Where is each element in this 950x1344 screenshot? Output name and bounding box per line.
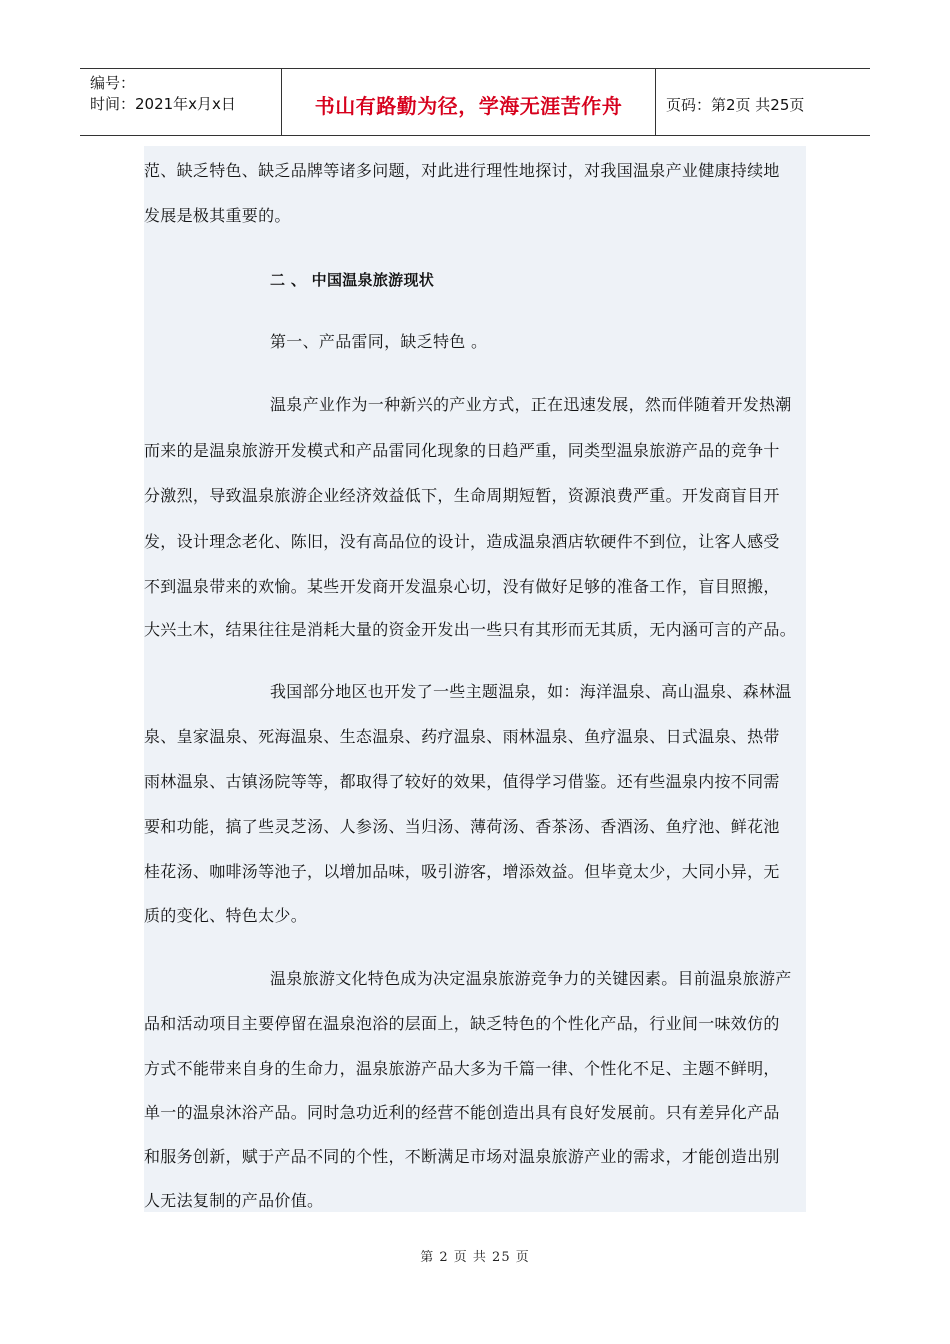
paragraph-line: 温泉产业作为一种新兴的产业方式，正在迅速发展，然而伴随着开发热潮 xyxy=(270,395,792,414)
document-time-label: 时间：2021年x月x日 xyxy=(90,95,236,113)
header-motto: 书山有路勤为径，学海无涯苦作舟 xyxy=(282,69,656,135)
document-number-label: 编号： xyxy=(90,74,136,92)
section-heading: 二 、 中国温泉旅游现状 xyxy=(270,271,435,289)
subsection-heading: 第一、产品雷同，缺乏特色 。 xyxy=(270,332,488,351)
paragraph-line: 和服务创新，赋于产品不同的个性，不断满足市场对温泉旅游产业的需求，才能创造出别 xyxy=(144,1147,780,1166)
header-meta xyxy=(80,69,282,135)
paragraph-line: 分激烈，导致温泉旅游企业经济效益低下，生命周期短暂，资源浪费严重。开发商盲目开 xyxy=(144,486,780,505)
paragraph-line: 质的变化、特色太少。 xyxy=(144,906,308,925)
paragraph-line: 大兴土木，结果往往是消耗大量的资金开发出一些只有其形而无其质，无内涵可言的产品。 xyxy=(144,620,797,639)
paragraph-line: 温泉旅游文化特色成为决定温泉旅游竞争力的关键因素。目前温泉旅游产 xyxy=(270,969,792,988)
paragraph-line: 而来的是温泉旅游开发模式和产品雷同化现象的日趋严重，同类型温泉旅游产品的竞争十 xyxy=(144,441,780,460)
paragraph-line: 雨林温泉、古镇汤院等等，都取得了较好的效果，值得学习借鉴。还有些温泉内按不同需 xyxy=(144,772,780,791)
header-page-info: 页码：第2页 共25页 xyxy=(666,95,805,114)
paragraph-line: 人无法复制的产品价值。 xyxy=(144,1191,324,1210)
paragraph-line: 我国部分地区也开发了一些主题温泉，如：海洋温泉、高山温泉、森林温 xyxy=(270,682,792,701)
paragraph-line: 要和功能，搞了些灵芝汤、人参汤、当归汤、薄荷汤、香茶汤、香酒汤、鱼疗池、鲜花池 xyxy=(144,817,780,836)
document-body xyxy=(144,146,806,1212)
paragraph-line: 方式不能带来自身的生命力，温泉旅游产品大多为千篇一律、个性化不足、主题不鲜明， xyxy=(144,1059,780,1078)
page-header xyxy=(80,68,870,136)
paragraph-line: 品和活动项目主要停留在温泉泡浴的层面上，缺乏特色的个性化产品，行业间一味效仿的 xyxy=(144,1014,780,1033)
page-footer: 第 2 页 共 25 页 xyxy=(420,1250,530,1265)
paragraph-line: 泉、皇家温泉、死海温泉、生态温泉、药疗温泉、雨林温泉、鱼疗温泉、日式温泉、热带 xyxy=(144,727,780,746)
body-line: 范、缺乏特色、缺乏品牌等诸多问题，对此进行理性地探讨，对我国温泉产业健康持续地 xyxy=(144,161,780,180)
paragraph-line: 桂花汤、咖啡汤等池子，以增加品味，吸引游客，增添效益。但毕竟太少，大同小异，无 xyxy=(144,862,780,881)
paragraph-line: 发，设计理念老化、陈旧，没有高品位的设计，造成温泉酒店软硬件不到位，让客人感受 xyxy=(144,532,780,551)
paragraph-line: 不到温泉带来的欢愉。某些开发商开发温泉心切，没有做好足够的准备工作，盲目照搬， xyxy=(144,577,780,596)
body-line: 发展是极其重要的。 xyxy=(144,206,291,225)
paragraph-line: 单一的温泉沐浴产品。同时急功近利的经营不能创造出具有良好发展前。只有差异化产品 xyxy=(144,1103,780,1122)
